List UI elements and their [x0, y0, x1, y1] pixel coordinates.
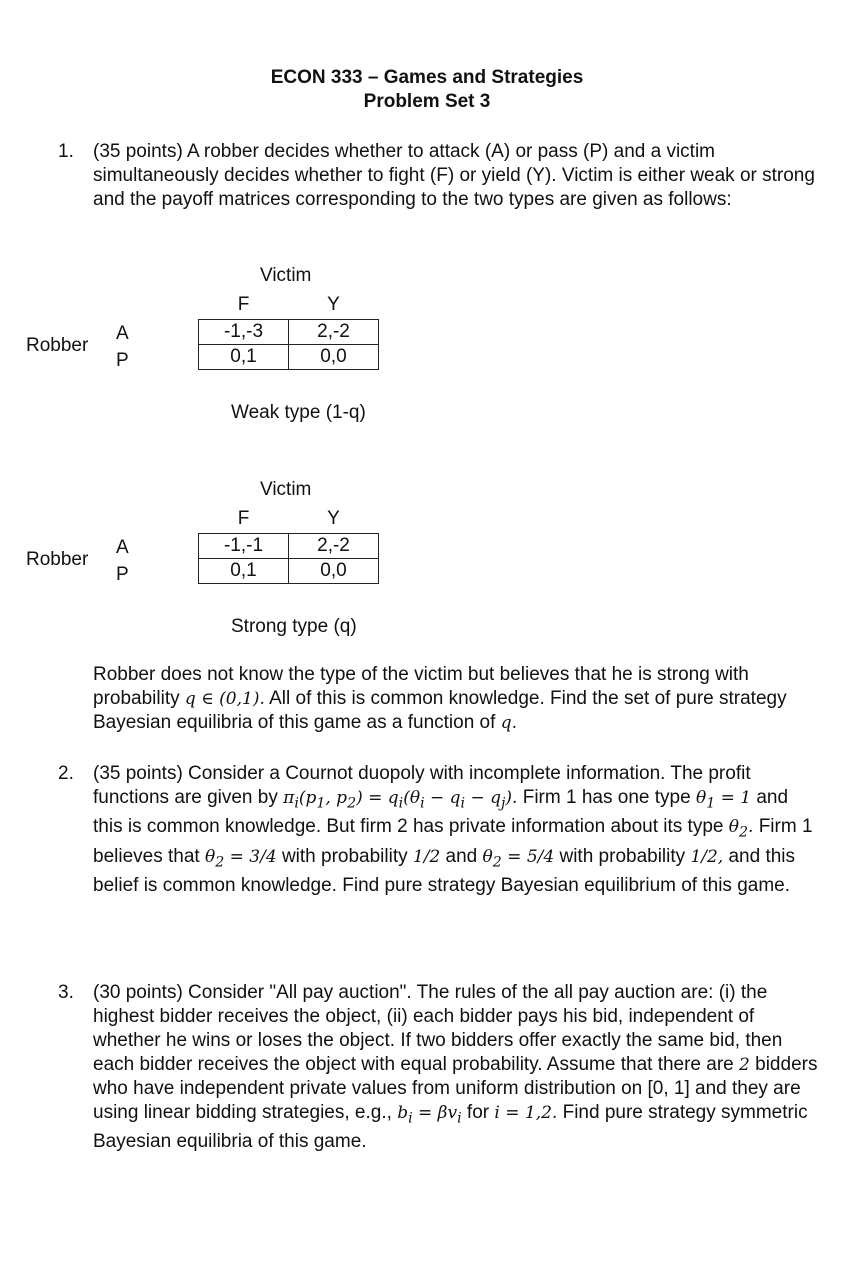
q3-text-2: bidders who have independent private values from uniform distribution on [0, 1] and they are using linear bidding strategies, e.g.,: [93, 1054, 818, 1123]
q3-text-3: for: [466, 1102, 490, 1123]
matrix-2-cell: 2,-2: [289, 534, 379, 559]
page-title: ECON 333 – Games and Strategies: [270, 67, 584, 88]
q3-bidder-count: 2: [739, 1055, 750, 1075]
q3-text-4: Find pure strategy symmetric Bayesian equilibria of this game.: [93, 1102, 808, 1153]
matrix-2-row-label-p: P: [116, 564, 129, 585]
matrix-1-cell: 2,-2: [289, 320, 379, 345]
q2-text-5: with probability: [281, 845, 408, 867]
matrix-2-cell: 0,1: [199, 559, 289, 584]
page-subtitle: Problem Set 3: [363, 91, 491, 112]
q3-index: i = 1,2.: [494, 1103, 558, 1123]
question-2-number: 2.: [58, 763, 74, 784]
matrix-2-cell: -1,-1: [199, 534, 289, 559]
matrix-1-row-label-p: P: [116, 350, 129, 371]
q2-text-8: and this belief is common knowledge. Find pure strategy Bayesian equilibrium of this game.: [93, 845, 796, 897]
matrix-2-payoff-table: [198, 533, 379, 584]
matrix-1-col-label-f: F: [237, 294, 250, 315]
q2-theta2: $\theta_2$.: [728, 817, 754, 841]
matrix-2-cell: 0,0: [289, 559, 379, 584]
q2-text-7: with probability: [559, 845, 686, 867]
q3-bid-function: $b_i = \beta v_i$: [397, 1103, 462, 1127]
followup-text-a: Robber does not know the type of the victim but believes that he is strong with probability: [93, 664, 749, 709]
q2-text-6: and: [445, 845, 478, 867]
matrix-1-payoff-table: [198, 319, 379, 370]
matrix-1-cell: -1,-3: [199, 320, 289, 345]
question-1-text: (35 points) A robber decides whether to attack (A) or pass (P) and a victim simultaneously decides whether to fight (F) or yield (Y). Victim is either weak or strong and the payoff matrices corresponding to the two types are given as follows:: [93, 141, 815, 210]
q2-prob-2: 1/2,: [690, 846, 724, 867]
matrix-1-col-label-y: Y: [327, 294, 340, 315]
q2-text-4: Firm 1 believes that: [93, 816, 813, 867]
matrix-2-col-label-f: F: [237, 508, 250, 529]
question-1-number: 1.: [58, 141, 74, 162]
matrix-2-caption: Strong type (q): [231, 616, 357, 637]
q2-text-3: and this is common knowledge. But firm 2 has private information about its type: [93, 787, 789, 838]
matrix-2-row-label-a: A: [116, 537, 129, 558]
question-2-text: [93, 762, 818, 898]
followup-math-q-range: q ∈ (0,1).: [184, 689, 265, 709]
matrix-1-row-player: Robber: [26, 335, 89, 356]
matrix-1-cell: 0,1: [199, 345, 289, 370]
q2-text-2: Firm 1 has one type: [522, 787, 691, 808]
q2-theta2-low: $\theta_2 = 3/4$: [204, 846, 277, 871]
q2-profit-function: $\pi_i(p_1$, $p_2) = q_i(\theta_i - q_i - q_j)$.: [283, 788, 518, 812]
q2-prob-1: 1/2: [412, 846, 441, 867]
matrix-2-column-player: Victim: [260, 479, 312, 500]
matrix-2-col-label-y: Y: [327, 508, 340, 529]
q2-text-1: (35 points) Consider a Cournot duopoly with incomplete information. The profit functions are given by: [93, 763, 751, 808]
q2-theta2-high: $\theta_2 = 5/4$: [482, 846, 555, 871]
matrix-1-row-label-a: A: [116, 323, 129, 344]
matrix-1-cell: 0,0: [289, 345, 379, 370]
q3-text-1: (30 points) Consider "All pay auction". The rules of the all pay auction are: (i) the highest bidder receives the object, (ii) each bidder pays his bid, independent of whether he wins or loses the object. If two bidders offer exactly the same bid, then each bidder receives the object with equal probability. Assume that there are: [93, 982, 783, 1075]
matrix-1-column-player: Victim: [260, 265, 312, 286]
followup-math-q: q.: [500, 713, 517, 733]
question-3-text: [93, 981, 818, 1154]
matrix-1-caption: Weak type (1-q): [231, 402, 366, 423]
matrix-2-row-player: Robber: [26, 549, 89, 570]
question-1-followup: [93, 663, 818, 735]
followup-text-b: All of this is common knowledge. Find the set of pure strategy Bayesian equilibria of this game as a function of: [93, 688, 787, 733]
question-3-number: 3.: [58, 982, 74, 1003]
q2-theta1: $\theta_1 = 1$: [695, 788, 752, 812]
